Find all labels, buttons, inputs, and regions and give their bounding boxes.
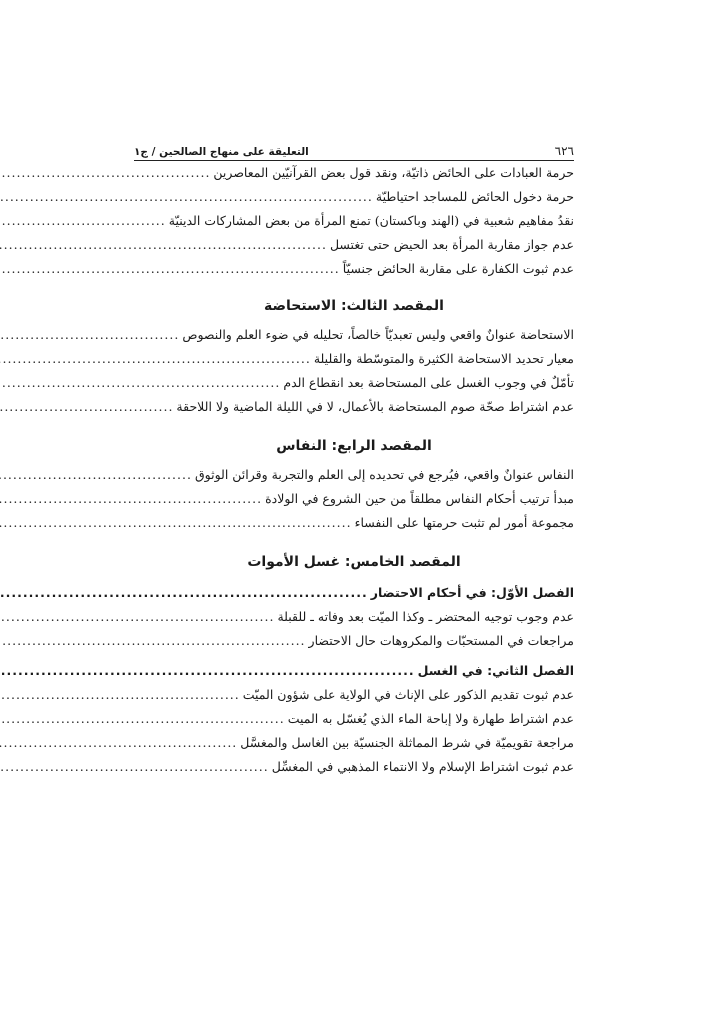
chapter-title: الفصل الثاني: في الغسل xyxy=(417,663,574,678)
toc-entry xyxy=(134,257,574,281)
dot-leader xyxy=(0,257,340,281)
section-heading: المقصد الرابع: النفاس xyxy=(276,438,432,454)
entry-title: عدم ثبوت تقديم الذكور على الإناث في الولاية على شؤون الميّت xyxy=(242,687,574,702)
entry-title: حرمة دخول الحائض للمساجد احتياطيّة xyxy=(375,189,574,204)
entry-title: مراجعات في المستحبّات والمكروهات حال الاحتضار xyxy=(308,633,574,648)
toc-entry xyxy=(134,707,574,731)
chapter-entry xyxy=(134,659,574,683)
dot-leader xyxy=(0,371,280,395)
toc-entry xyxy=(134,161,574,185)
toc-group-menstruation xyxy=(134,161,574,281)
entry-title: نقدُ مفاهيم شعبية في (الهند وباكستان) تمنع المرأة من بعض المشاركات الدينيّة xyxy=(168,213,574,228)
chapter-entry xyxy=(134,581,574,605)
section-heading: المقصد الخامس: غسل الأموات xyxy=(247,554,461,570)
toc-entry xyxy=(134,683,574,707)
book-title: التعليقة على منهاج الصالحين / ج١ xyxy=(134,146,309,158)
dot-leader xyxy=(0,581,368,605)
dot-leader xyxy=(0,233,327,257)
toc-entry xyxy=(134,755,574,779)
entry-title: عدم ثبوت الكفارة على مقاربة الحائض جنسيّاً xyxy=(342,261,574,276)
section-heading: المقصد الثالث: الاستحاضة xyxy=(264,298,444,314)
running-header xyxy=(134,134,574,161)
dot-leader xyxy=(0,605,274,629)
toc-section-istihada xyxy=(134,295,574,419)
entry-title: مراجعة تقويميّة في شرط المماثلة الجنسيّة بين الغاسل والمغسَّل xyxy=(240,735,574,750)
chapter-title: الفصل الأوّل: في أحكام الاحتضار xyxy=(370,585,574,600)
entry-title: معيار تحديد الاستحاضة الكثيرة والمتوسّطة والقليلة xyxy=(313,351,574,366)
toc-entry xyxy=(134,233,574,257)
entry-title: الاستحاضة عنوانٌ واقعي وليس تعبديّاً خالصاً، تحليله في ضوء العلم والنصوص xyxy=(182,327,574,342)
entry-title: عدم جواز مقاربة المرأة بعد الحيض حتى تغتسل xyxy=(329,237,574,252)
toc-entry xyxy=(134,487,574,511)
dot-leader xyxy=(0,683,240,707)
dot-leader xyxy=(0,347,311,371)
entry-title: عدم ثبوت اشتراط الإسلام ولا الانتماء المذهبي في المغسِّل xyxy=(271,759,574,774)
page-number: ٦٢٦ xyxy=(554,144,574,158)
entry-title: عدم اشتراط طهارة ولا إباحة الماء الذي يُغسّل به الميت xyxy=(287,711,574,726)
toc-entry xyxy=(134,347,574,371)
toc-entry xyxy=(134,511,574,535)
toc-entry xyxy=(134,731,574,755)
dot-leader xyxy=(0,395,173,419)
toc-entry xyxy=(134,185,574,209)
toc-entry xyxy=(134,323,574,347)
toc-entry xyxy=(134,209,574,233)
document-page xyxy=(134,134,574,779)
toc-entry xyxy=(134,371,574,395)
dot-leader xyxy=(0,463,192,487)
dot-leader xyxy=(0,161,210,185)
dot-leader xyxy=(0,323,179,347)
toc-entry xyxy=(134,463,574,487)
dot-leader xyxy=(0,707,285,731)
dot-leader xyxy=(0,731,237,755)
dot-leader xyxy=(0,185,373,209)
entry-title: مبدأ ترتيب أحكام النفاس مطلقاً من حين الشروع في الولادة xyxy=(265,491,574,506)
dot-leader xyxy=(0,487,262,511)
toc-section-ghusl-al-amwat xyxy=(134,551,574,779)
dot-leader xyxy=(0,629,306,653)
dot-leader xyxy=(0,209,166,233)
entry-title: عدم وجوب توجيه المحتضر ـ وكذا الميّت بعد وفاته ـ للقبلة xyxy=(277,609,574,624)
entry-title: عدم اشتراط صحّة صوم المستحاضة بالأعمال، لا في الليلة الماضية ولا اللاحقة xyxy=(176,399,574,414)
dot-leader xyxy=(0,511,352,535)
dot-leader xyxy=(0,755,269,779)
toc-entry xyxy=(134,395,574,419)
toc-entry xyxy=(134,605,574,629)
toc-entry xyxy=(134,629,574,653)
entry-title: تأمّلٌ في وجوب الغسل على المستحاضة بعد انقطاع الدم xyxy=(283,375,574,390)
dot-leader xyxy=(0,659,415,683)
toc-section-nifas xyxy=(134,435,574,535)
entry-title: مجموعة أمور لم تثبت حرمتها على النفساء xyxy=(354,515,574,530)
entry-title: حرمة العبادات على الحائض ذاتيّة، ونقد قول بعض القرآنيّين المعاصرين xyxy=(213,165,574,180)
entry-title: النفاس عنوانٌ واقعي، فيُرجع في تحديده إلى العلم والتجربة وقرائن الوثوق xyxy=(194,467,574,482)
